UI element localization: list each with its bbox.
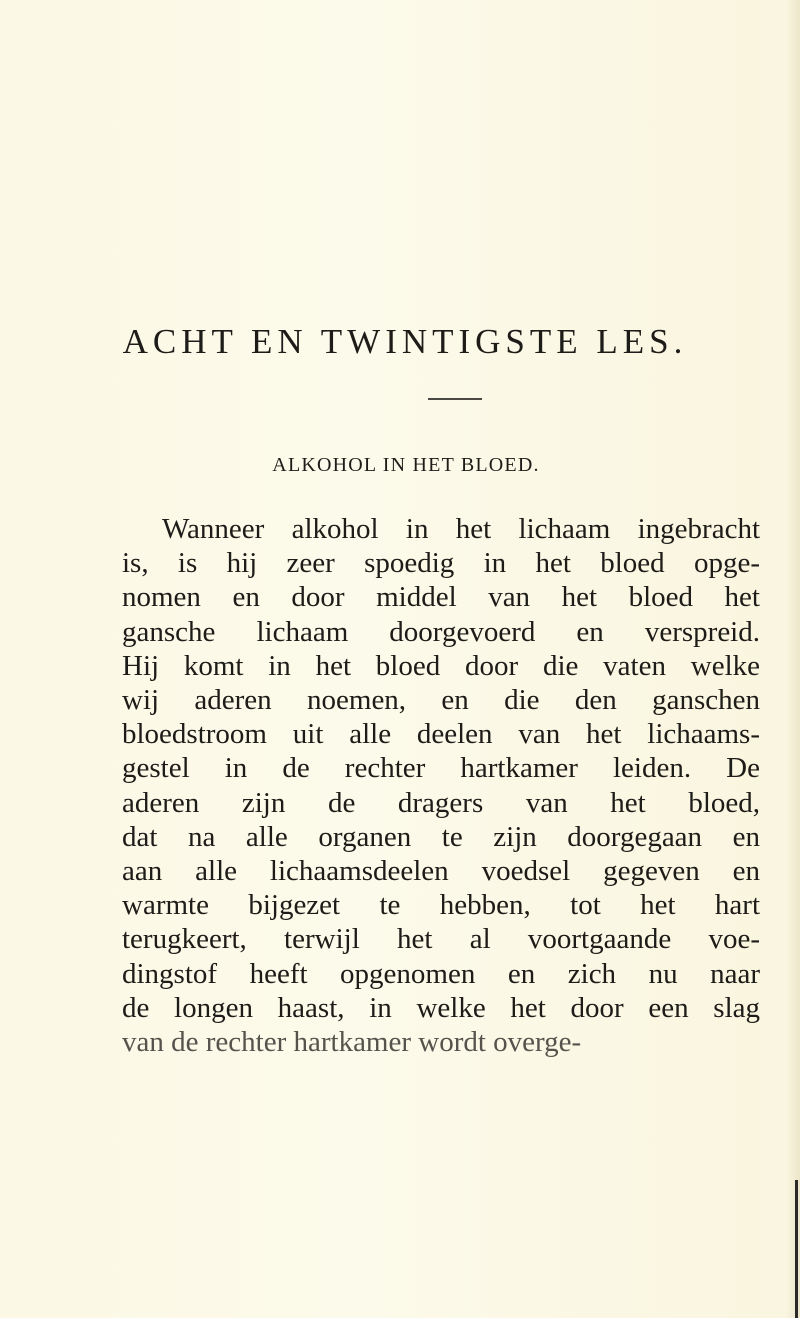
- text-line: bloedstroom uit alle deelen van het lichaams-: [122, 718, 760, 751]
- text-line: de longen haast, in welke het door een slag: [122, 991, 760, 1024]
- text-line: dat na alle organen te zijn doorgegaan en: [122, 820, 760, 853]
- text-line: is, is hij zeer spoedig in het bloed opge-: [122, 547, 760, 580]
- text-line: nomen en door middel van het bloed het: [122, 581, 760, 614]
- text-line: aan alle lichaamsdeelen voedsel gegeven en: [122, 855, 760, 888]
- text-line: Hij komt in het bloed door die vaten welke: [122, 649, 760, 682]
- text-line: dingstof heeft opgenomen en zich nu naar: [122, 957, 760, 990]
- text-line: wij aderen noemen, en die den ganschen: [122, 684, 760, 717]
- page-edge-line: [795, 1180, 798, 1318]
- body-paragraph: [122, 512, 792, 1059]
- text-line: warmte bijgezet te hebben, tot het hart: [122, 889, 760, 922]
- section-heading: ALKOHOL IN HET BLOED.: [272, 454, 540, 476]
- text-line: Wanneer alkohol in het lichaam ingebracht: [162, 513, 760, 545]
- text-line: aderen zijn de dragers van het bloed,: [122, 786, 760, 819]
- text-line: terugkeert, terwijl het al voortgaande voe-: [122, 923, 760, 956]
- text-line: gansche lichaam doorgevoerd en verspreid.: [122, 615, 760, 648]
- chapter-title: ACHT EN TWINTIGSTE LES.: [122, 322, 688, 361]
- title-divider: [428, 398, 482, 400]
- text-line: van de rechter hartkamer wordt overge-: [122, 1026, 582, 1059]
- text-line: gestel in de rechter hartkamer leiden. De: [122, 752, 760, 785]
